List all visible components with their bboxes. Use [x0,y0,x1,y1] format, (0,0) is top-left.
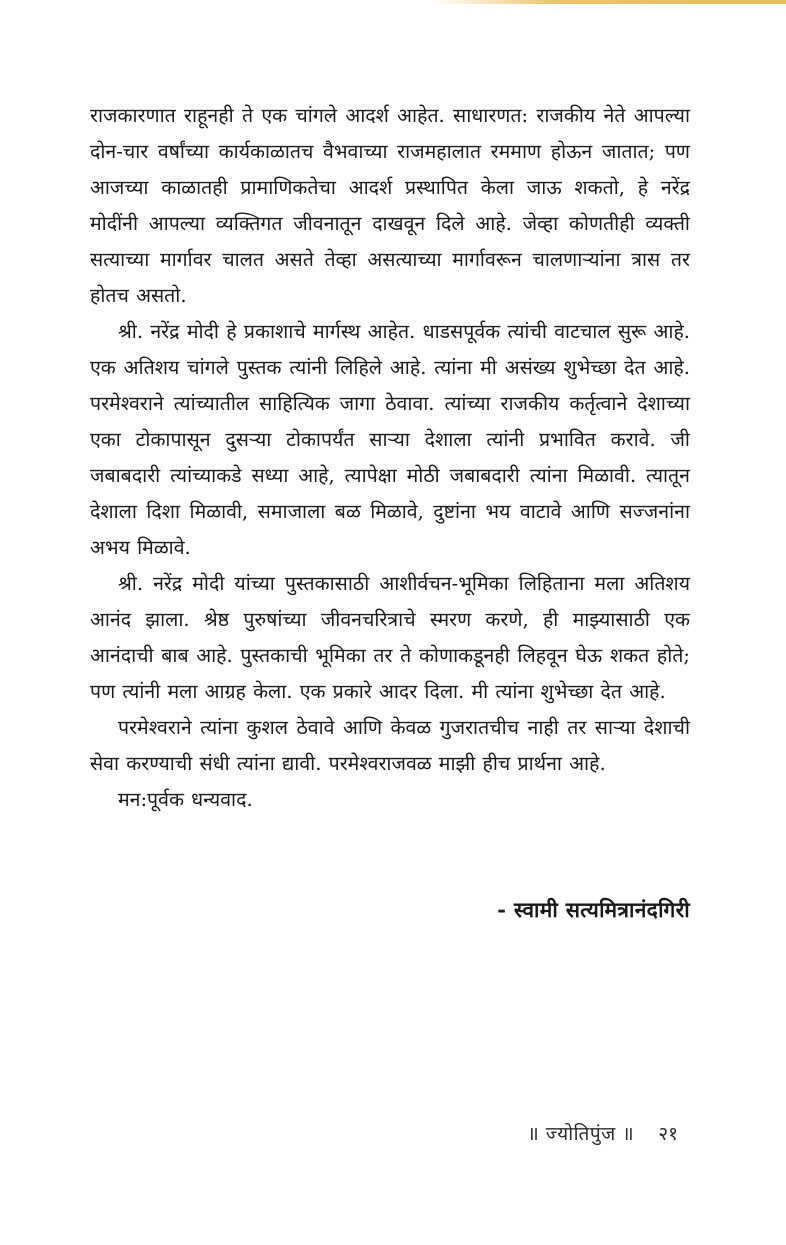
paragraph-3: श्री. नरेंद्र मोदी यांच्या पुस्तकासाठी आशीर्वचन-भूमिका लिहिताना मला अतिशय आनंद झाला. श्रेष्ठ पुरुषांच्या जीवनचरित्राचे स्मरण करणे, ही माझ्यासाठी एक आनंदाची बाब आहे. पुस्तकाची भूमिका तर ते कोणाकडूनही लिहवून घेऊ शकत होते; पण त्यांनी मला आग्रह केला. एक प्रकारे आदर दिला. मी त्यांना शुभेच्छा देत आहे. [90,572,690,703]
book-title: ॥ ज्योतिपुंज ॥ [527,1123,635,1145]
page-body [90,98,690,818]
signature: - स्वामी सत्यमित्रानंदगिरी [497,897,690,922]
page-number: २१ [658,1123,678,1145]
paragraph-closing: मन:पूर्वक धन्यवाद. [118,788,253,811]
top-decorative-rule [430,0,786,4]
paragraph-1: राजकारणात राहूनही ते एक चांगले आदर्श आहेत. साधारणत: राजकीय नेते आपल्या दोन-चार वर्षांच्या कार्यकाळातच वैभवाच्या राजमहालात रममाण होऊन जातात; पण आजच्या काळातही प्रामाणिकतेचा आदर्श प्रस्थापित केला जाऊ शकतो, हे नरेंद्र मोदींनी आपल्या व्यक्तिगत जीवनातून दाखवून दिले आहे. जेव्हा कोणतीही व्यक्ती सत्याच्या मार्गावर चालत असते तेव्हा असत्याच्या मार्गावरून चालणाऱ्यांना त्रास तर होतच असतो. [90,104,690,307]
paragraph-2: श्री. नरेंद्र मोदी हे प्रकाशाचे मार्गस्थ आहेत. धाडसपूर्वक त्यांची वाटचाल सुरू आहे. एक अतिशय चांगले पुस्तक त्यांनी लिहिले आहे. त्यांना मी असंख्य शुभेच्छा देत आहे. परमेश्वराने त्यांच्यातील साहित्यिक जागा ठेवावा. त्यांच्या राजकीय कर्तृत्वाने देशाच्या एका टोकापासून दुसऱ्या टोकापर्यंत साऱ्या देशाला त्यांनी प्रभावित करावे. जी जबाबदारी त्यांच्याकडे सध्या आहे, त्यापेक्षा मोठी जबाबदारी त्यांना मिळावी. त्यातून देशाला दिशा मिळावी, समाजाला बळ मिळावे, दुष्टांना भय वाटावे आणि सज्जनांना अभय मिळावे. [90,320,690,559]
paragraph-4: परमेश्वराने त्यांना कुशल ठेवावे आणि केवळ गुजरातचीच नाही तर साऱ्या देशाची सेवा करण्याची संधी त्यांना द्यावी. परमेश्वराजवळ माझी हीच प्रार्थना आहे. [90,716,690,775]
page-footer [527,1120,678,1146]
